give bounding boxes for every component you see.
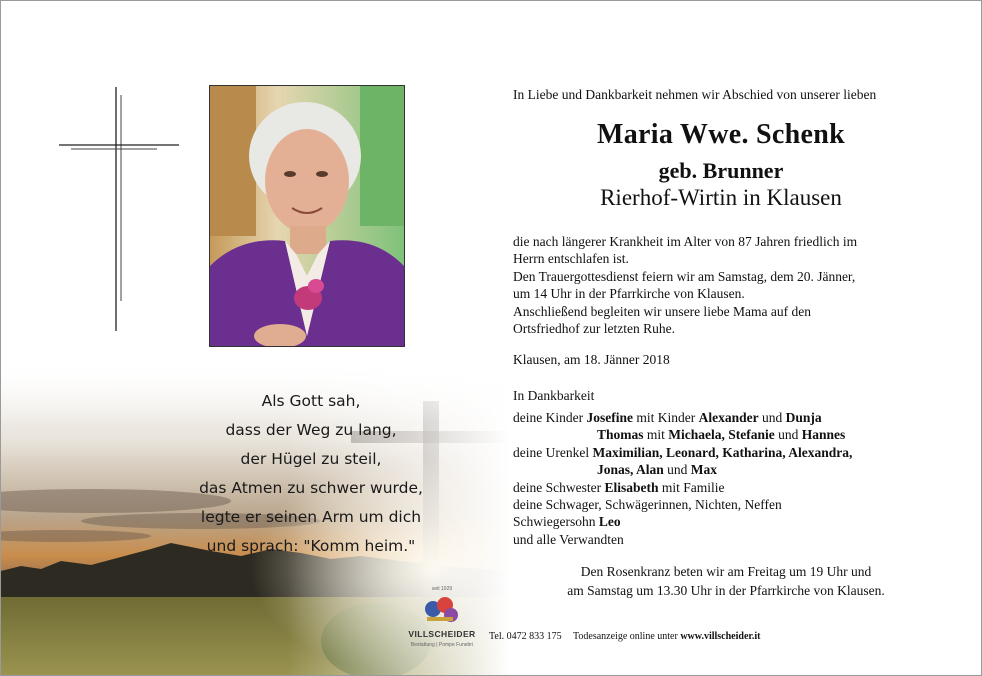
rosary-line: am Samstag um 13.30 Uhr in der Pfarrkirche von Klausen. bbox=[567, 583, 885, 598]
mourner-line-sister: deine Schwester Elisabeth mit Familie bbox=[513, 479, 725, 495]
body-line: die nach längerer Krankheit im Alter von 87 Jahren friedlich im bbox=[513, 234, 858, 249]
deceased-name: Maria Wwe. Schenk bbox=[596, 119, 846, 150]
body-line: um 14 Uhr in der Pfarrkirche von Klausen. bbox=[513, 286, 745, 302]
poem bbox=[191, 387, 431, 561]
mourner-line-children: deine Kinder Josefine mit Kinder Alexander und Dunja bbox=[513, 410, 822, 425]
poem-line: der Hügel zu steil, bbox=[240, 450, 382, 468]
poem-line: dass der Weg zu lang, bbox=[225, 421, 397, 439]
mourner-line-inlaws: deine Schwager, Schwägerinnen, Nichten, Neffen bbox=[513, 497, 782, 513]
mourner-line-children-2: Thomas mit Michaela, Stefanie und Hannes bbox=[597, 427, 846, 443]
deceased-role: Rierhof-Wirtin in Klausen bbox=[600, 185, 842, 210]
poem-line: legte er seinen Arm um dich bbox=[200, 508, 422, 526]
intro-text: In Liebe und Dankbarkeit nehmen wir Abschied von unserer lieben bbox=[513, 87, 877, 102]
rosary-notice bbox=[521, 562, 931, 600]
logo-name: VILLSCHEIDER bbox=[408, 629, 476, 639]
poem-line: und sprach: "Komm heim." bbox=[206, 537, 416, 555]
logo-subtitle: Bestattung | Pompe Funebri bbox=[410, 642, 474, 648]
phone-number: Tel. 0472 833 175 bbox=[489, 631, 562, 642]
poem-line: Als Gott sah, bbox=[261, 392, 361, 410]
website-link[interactable]: www.villscheider.it bbox=[680, 631, 761, 642]
body-line: Den Trauergottesdienst feiern wir am Samstag, dem 20. Jänner, bbox=[513, 268, 856, 284]
poem-line: das Atmen zu schwer wurde, bbox=[199, 479, 423, 497]
logo-established: seit 1929 bbox=[431, 586, 453, 592]
body-line: Ortsfriedhof zur letzten Ruhe. bbox=[513, 321, 675, 337]
announcement-body bbox=[513, 233, 857, 337]
mourner-line-soninlaw: Schwiegersohn Leo bbox=[513, 514, 621, 530]
place-date: Klausen, am 18. Jänner 2018 bbox=[513, 352, 670, 367]
online-notice: Todesanzeige online unter www.villscheider.it bbox=[573, 631, 761, 642]
mourner-line-greatgrandchildren-2: Jonas, Alan und Max bbox=[597, 462, 718, 478]
body-line: Herrn entschlafen ist. bbox=[513, 251, 629, 267]
thanks-label: In Dankbarkeit bbox=[513, 388, 595, 403]
birth-name: geb. Brunner bbox=[658, 158, 784, 183]
mourner-line-greatgrandchildren: deine Urenkel Maximilian, Leonard, Katharina, Alexandra, bbox=[513, 444, 853, 460]
body-line: Anschließend begleiten wir unsere liebe Mama auf den bbox=[513, 303, 812, 319]
cross-icon bbox=[57, 87, 183, 335]
mourner-line-relatives: und alle Verwandten bbox=[513, 531, 624, 547]
portrait-photo bbox=[209, 85, 405, 347]
rosary-line: Den Rosenkranz beten wir am Freitag um 19 Uhr und bbox=[580, 564, 872, 579]
mourners-list bbox=[513, 409, 852, 548]
